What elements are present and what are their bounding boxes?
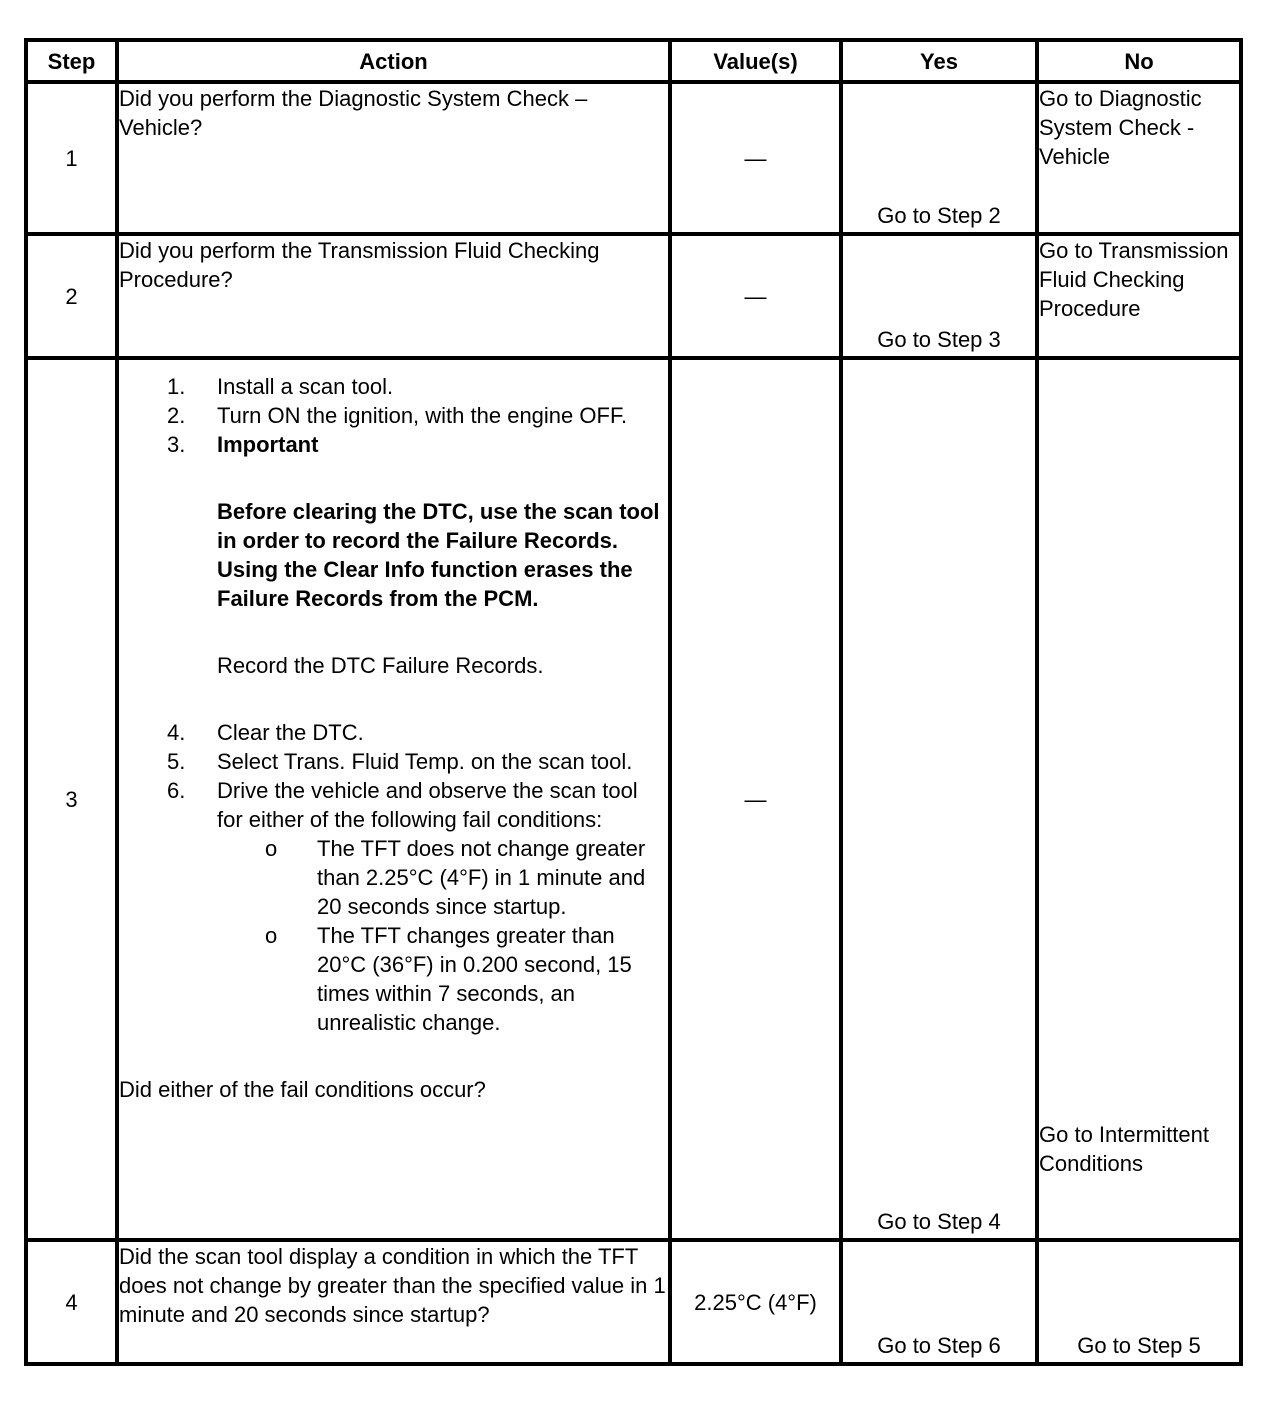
substep-item: 5. Select Trans. Fluid Temp. on the scan tool. (167, 749, 633, 774)
action-text: Did you perform the Diagnostic System Check – Vehicle? (117, 82, 670, 234)
bullet-icon: o (265, 836, 278, 861)
diagnostic-table (24, 38, 1243, 1366)
header-step: Step (26, 40, 117, 82)
yes-cell (841, 1240, 1037, 1364)
header-values: Value(s) (670, 40, 841, 82)
step-number: 4 (26, 1240, 117, 1364)
action-text: Did the scan tool display a condition in which the TFT does not change by greater than the specified value in 1 minute and 20 seconds since startup? (117, 1240, 670, 1364)
no-cell (1037, 358, 1241, 1240)
substep-item: 3. Important Before clearing the DTC, use the scan tool in order to record the Failure Records. Using the Clear Info function erases the Failure Records from the PCM. Record the DTC Failure Records. (217, 430, 668, 718)
no-link[interactable]: Go to Transmission Fluid Checking Procedure (1039, 238, 1229, 321)
table-row (26, 1240, 1241, 1364)
yes-link[interactable]: Go to Step 6 (877, 1333, 1001, 1358)
substep-item: 2. Turn ON the ignition, with the engine OFF. (167, 403, 628, 428)
no-cell (1037, 82, 1241, 234)
header-action: Action (117, 40, 670, 82)
condition-item: o The TFT does not change greater than 2.25°C (4°F) in 1 minute and 20 seconds since startup. (265, 836, 646, 919)
action-text: Did you perform the Transmission Fluid Checking Procedure? (117, 234, 670, 358)
yes-cell (841, 82, 1037, 234)
yes-link[interactable]: Go to Step 2 (877, 203, 1001, 228)
record-text: Record the DTC Failure Records. (217, 653, 544, 678)
bullet-icon: o (265, 923, 278, 948)
table-row (26, 234, 1241, 358)
value-cell: — (670, 82, 841, 234)
yes-link[interactable]: Go to Step 3 (877, 327, 1001, 352)
yes-cell (841, 234, 1037, 358)
no-link[interactable]: Go to Step 5 (1077, 1333, 1201, 1358)
no-cell (1037, 234, 1241, 358)
yes-link[interactable]: Go to Step 4 (877, 1209, 1001, 1234)
value-cell: — (670, 358, 841, 1240)
important-label: Important (217, 432, 319, 457)
table-row (26, 358, 1241, 1240)
substep-item: 6. Drive the vehicle and observe the scan tool for either of the following fail conditions: o The TFT does not change greater than 2.25°C (4°F) in 1 minute and 20 seconds since startup. o The TFT changes greater than 20°C (36°F) in 0.200 second, 15 times within 7 seconds, an unrealistic change. (217, 776, 668, 1037)
condition-item: o The TFT changes greater than 20°C (36°F) in 0.200 second, 15 times within 7 seconds, an unrealistic change. (265, 923, 632, 1035)
substep-item: 1. Install a scan tool. (167, 374, 394, 399)
header-yes: Yes (841, 40, 1037, 82)
yes-cell (841, 358, 1037, 1240)
value-cell: 2.25°C (4°F) (670, 1240, 841, 1364)
step-number: 3 (26, 358, 117, 1240)
substep-item: 4. Clear the DTC. (167, 720, 364, 745)
no-cell (1037, 1240, 1241, 1364)
step-number: 1 (26, 82, 117, 234)
action-cell (117, 358, 670, 1240)
value-cell: — (670, 234, 841, 358)
substep-list (119, 372, 668, 1037)
step-number: 2 (26, 234, 117, 358)
important-note: Before clearing the DTC, use the scan tool in order to record the Failure Records. Using the Clear Info function erases the Failure Records from the PCM. (217, 499, 660, 611)
header-no: No (1037, 40, 1241, 82)
no-link[interactable]: Go to Intermittent Conditions (1039, 1122, 1209, 1176)
header-row (26, 40, 1241, 82)
table-row (26, 82, 1241, 234)
action-question: Did either of the fail conditions occur? (119, 1077, 486, 1102)
condition-list (217, 834, 668, 1037)
no-link[interactable]: Go to Diagnostic System Check - Vehicle (1039, 86, 1202, 169)
